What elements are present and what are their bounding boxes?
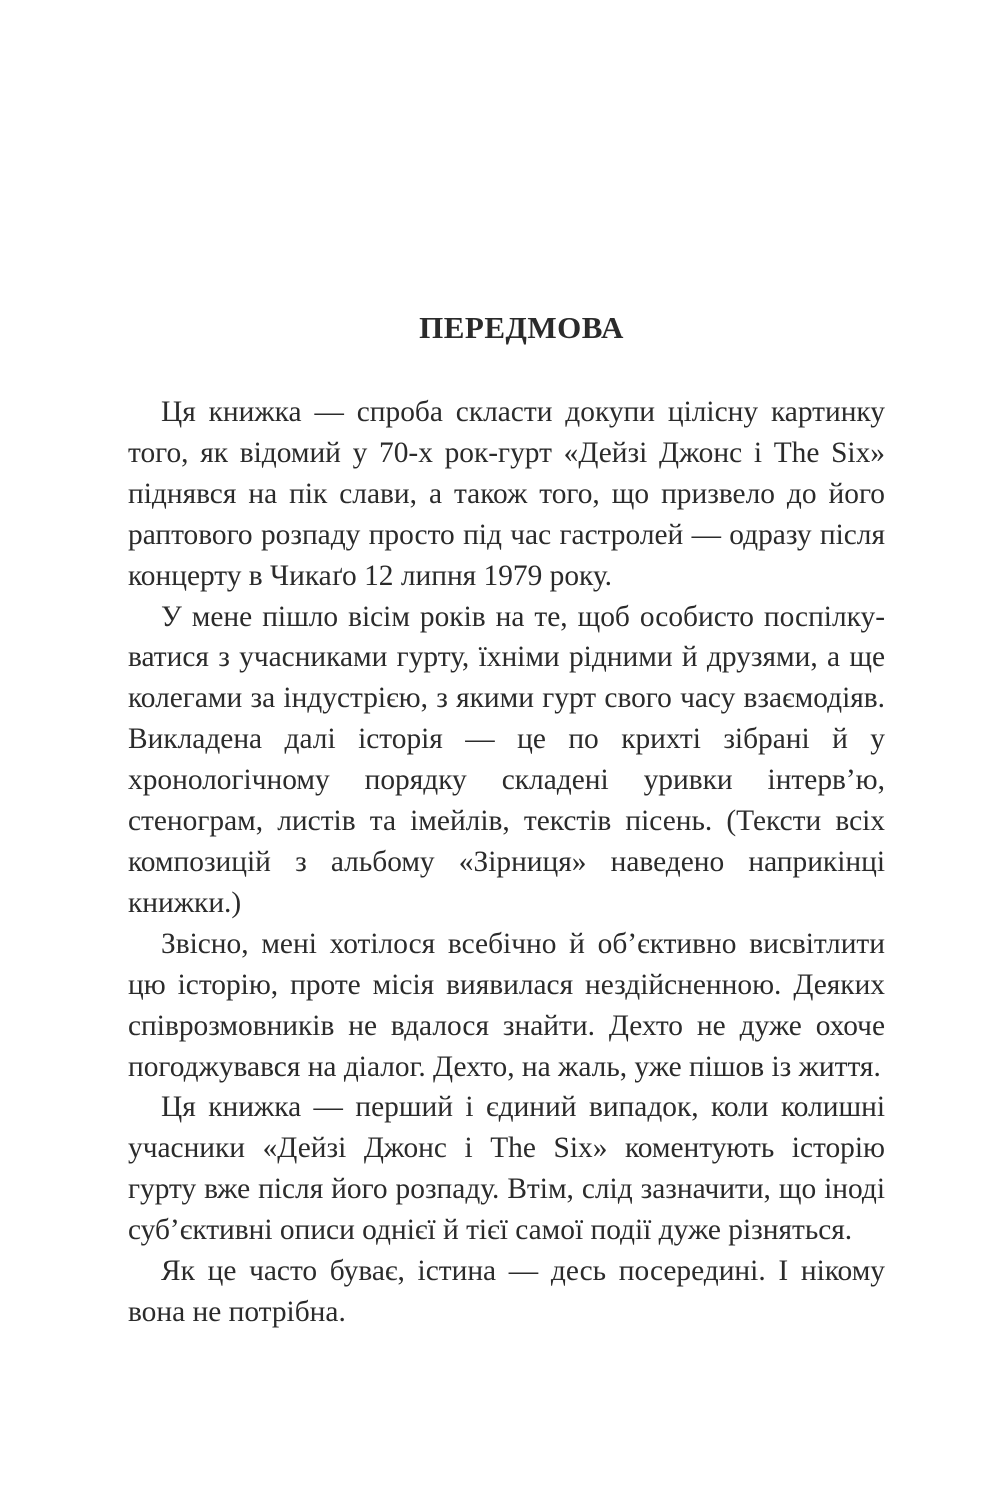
paragraph-1: Ця книжка — спроба скласти докупи цілісну картинку того, як відомий у 70-х рок-гурт «Дейзі Джонс і The Six» піднявся на пік слави, а також того, що призвело до його раптового розпаду просто під час гастролей — одразу після концерту в Чикаґо 12 липня 1979 року. [128,396,885,592]
paragraph-4: Ця книжка — перший і єдиний випадок, коли колишні учасники «Дейзі Джонс і The Six» коментують історію гурту вже після його розпаду. Втім, слід зазначити, що іноді суб’єктивні описи однієї й тієї самої події дуже різняться. [128,1091,885,1247]
paragraph-3: Звісно, мені хотілося всебічно й об’єктивно висвітлити цю історію, проте місія виявилася нездійсненною. Деяких співрозмовників не вдалося знайти. Дехто не дуже охоче погоджувався на діалог. Дехто, на жаль, уже пішов із життя. [128,927,885,1083]
page-content [128,300,885,1333]
paragraph-2: У мене пішло вісім років на те, щоб особисто поспілкуватися з учасниками гурту, їхніми рідними й друзями, а ще колегами за індустрією, з якими гурт свого часу взаємодіяв. Викладена далі історія — це по крихті зібрані й у хронологічному порядку складені уривки інтерв’ю, стенограм, листів та імейлів, текстів пісень. (Тексти всіх композицій з альбому «Зірниця» наведено наприкінці книжки.) [128,600,885,919]
paragraph-5: Як це часто буває, істина — десь посередині. І нікому вона не потрібна. [128,1255,885,1328]
page-title: ПЕРЕДМОВА [419,310,624,345]
